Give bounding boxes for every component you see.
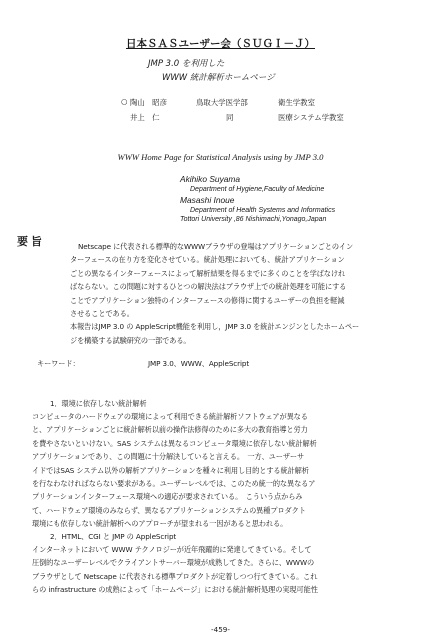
abstract-body bbox=[70, 240, 426, 347]
section2-body bbox=[32, 543, 428, 597]
section1-line: を費やさないといけない。SAS システムは異なるコンピュータ環境に依存しない統計解析 bbox=[32, 438, 317, 448]
english-author2-affiliation: Department of Health Systems and Informatics bbox=[190, 207, 336, 214]
english-university: Tottori University ,86 Nishimachi,Yonago,Japan bbox=[180, 216, 327, 223]
author1-affiliation: 鳥取大学医学部 bbox=[196, 98, 248, 107]
section2-line: らの infrastructure の成熟によって「ホームページ」における統計解析処理の実現可能性 bbox=[32, 585, 318, 595]
abstract-line: ばならない。この問題に対するひとつの解決法はブラウザ上での統計処理を可能にする bbox=[70, 282, 347, 292]
abstract-line: ターフェースの在り方を変化させている。統計処理においても、統計アプリケーション bbox=[70, 255, 345, 265]
section2-line: インターネットにおいて WWW テクノロジーが近年飛躍的に発達してきている。そして bbox=[32, 545, 312, 554]
keywords-label: キーワード： bbox=[37, 359, 80, 368]
section2-heading: 2．HTML、CGI と JMP の AppleScript bbox=[50, 532, 177, 541]
section1-line: コンピュータのハードウェアの環境によって利用できる統計解析ソフトウェアが異なる bbox=[32, 412, 308, 421]
abstract-heading: 要旨 bbox=[17, 235, 45, 248]
section1-line: と、アプリケーションごとに統計解析以前の操作法修得のために多大の教育指導と労力 bbox=[32, 425, 308, 435]
section1-line: を行なわなければならない要求がある。ユーザーレベルでは、このため統一的な異なるア bbox=[32, 479, 316, 489]
section1-line: 環境にも依存しない統計解析へのアプローチが望まれる一因があると思われる。 bbox=[32, 519, 288, 529]
abstract-line: 本報告はJMP 3.0 の AppleScript機能を利用し，JMP 3.0 を統計エンジンとしたホームペー bbox=[70, 322, 360, 332]
abstract-line: Netscape に代表される標準的なWWWブラウザの登場はアプリケーションごとのイン bbox=[78, 242, 354, 251]
author1-name: 陶山 昭彦 bbox=[130, 98, 167, 107]
english-author1-affiliation: Department of Hygiene,Faculty of Medicine bbox=[190, 186, 325, 193]
english-title: WWW Home Page for Statistical Analysis using by JMP 3.0 bbox=[117, 152, 324, 162]
author1-department: 衛生学教室 bbox=[278, 98, 315, 107]
paper-title-line2: WWW 統計解析ホームページ bbox=[162, 73, 275, 83]
author2-department: 医療システム学教室 bbox=[278, 113, 344, 122]
conference-title: 日本ＳＡＳユーザー会（ＳＵＧＩ－Ｊ） bbox=[126, 38, 315, 50]
section1-heading: 1．環境に依存しない統計解析 bbox=[50, 399, 147, 408]
section1-line: イドではSAS システム以外の解析アプリケーションを種々に利用し目的とする統計解析 bbox=[32, 465, 309, 475]
section2-line: 圧倒的なユーザーレベルでクライアントサーバー環境が成熟してきた。さらに、WWWの bbox=[32, 558, 315, 568]
english-author2: Masashi Inoue bbox=[180, 195, 235, 205]
page-number: -459- bbox=[211, 625, 230, 634]
abstract-line: ごとの異なるインターフェースによって解析結果を得るまでに多くのことを学ばなけれ bbox=[70, 268, 346, 278]
section1-line: て、ハードウェア環境のみならず、異なるアプリケーションシステムの異種プロダクト bbox=[32, 505, 306, 515]
section1-line: アプリケーションであり、この問題に十分解決していると言える。 一方、ユーザーサ bbox=[32, 452, 305, 462]
abstract-line: ジを構築する試験研究の一部である。 bbox=[70, 335, 191, 345]
keywords-value: JMP 3.0、WWW、AppleScript bbox=[148, 359, 250, 368]
author1-mark: ○ bbox=[121, 97, 128, 106]
section1-body bbox=[32, 410, 428, 531]
section1-line: プリケーションインターフェース環境への適応が要求されている。 こういう点からみ bbox=[32, 492, 303, 502]
author2-name: 井上 仁 bbox=[130, 113, 160, 122]
abstract-line: ことでアプリケーション独特のインターフェースの修得に関するユーザーの負担を軽減 bbox=[70, 295, 345, 305]
abstract-line: させることである。 bbox=[70, 309, 134, 319]
english-author1: Akihiko Suyama bbox=[180, 174, 241, 184]
paper-title-line1: JMP 3.0 を利用した bbox=[148, 59, 225, 69]
author2-affiliation: 同 bbox=[226, 113, 234, 122]
section2-line: ブラウザとして Netscape に代表される標準プロダクトが定着しつつ行てきている。これ bbox=[32, 571, 318, 581]
